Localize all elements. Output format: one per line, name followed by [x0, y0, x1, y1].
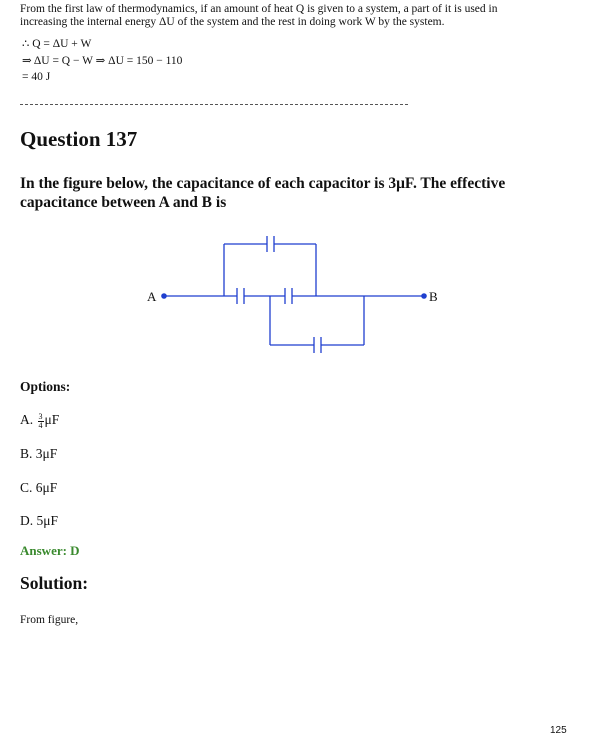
- option-b[interactable]: B. 3μF: [20, 446, 58, 461]
- intro-paragraph: From the first law of thermodynamics, if an amount of heat Q is given to a system, a part of it is used in increasing the internal energy ΔU of the system and the rest in doing work W by the system.: [20, 3, 498, 28]
- equation-line-1: ∴ Q = ΔU + W: [22, 38, 92, 50]
- page-number: 125: [550, 725, 567, 736]
- option-a-unit: μF: [44, 412, 60, 427]
- equation-line-2: ⇒ ΔU = Q − W ⇒ ΔU = 150 − 110: [22, 55, 183, 67]
- capacitor-circuit-diagram: [140, 232, 440, 357]
- options-heading: Options:: [20, 379, 71, 394]
- option-d[interactable]: D. 5μF: [20, 513, 58, 528]
- answer-text: Answer: D: [20, 543, 80, 558]
- option-c[interactable]: C. 6μF: [20, 480, 58, 495]
- option-a-numerator: 3: [38, 412, 43, 421]
- option-a-fraction: [38, 413, 44, 430]
- terminal-a-dot: [161, 293, 167, 299]
- solution-text: From figure,: [20, 614, 79, 626]
- question-title: Question 137: [20, 127, 138, 151]
- option-a-denominator: 4: [38, 421, 43, 430]
- terminal-a-label: A: [147, 289, 157, 304]
- question-text: In the figure below, the capacitance of each capacitor is 3μF. The effective capacitance between A and B is: [20, 175, 506, 211]
- terminal-b-label: B: [429, 289, 438, 304]
- solution-heading: Solution:: [20, 573, 89, 593]
- equation-line-3: = 40 J: [22, 71, 51, 83]
- section-divider: [20, 104, 408, 105]
- terminal-b-dot: [421, 293, 427, 299]
- option-a[interactable]: [20, 412, 59, 430]
- option-a-prefix: A.: [20, 412, 34, 427]
